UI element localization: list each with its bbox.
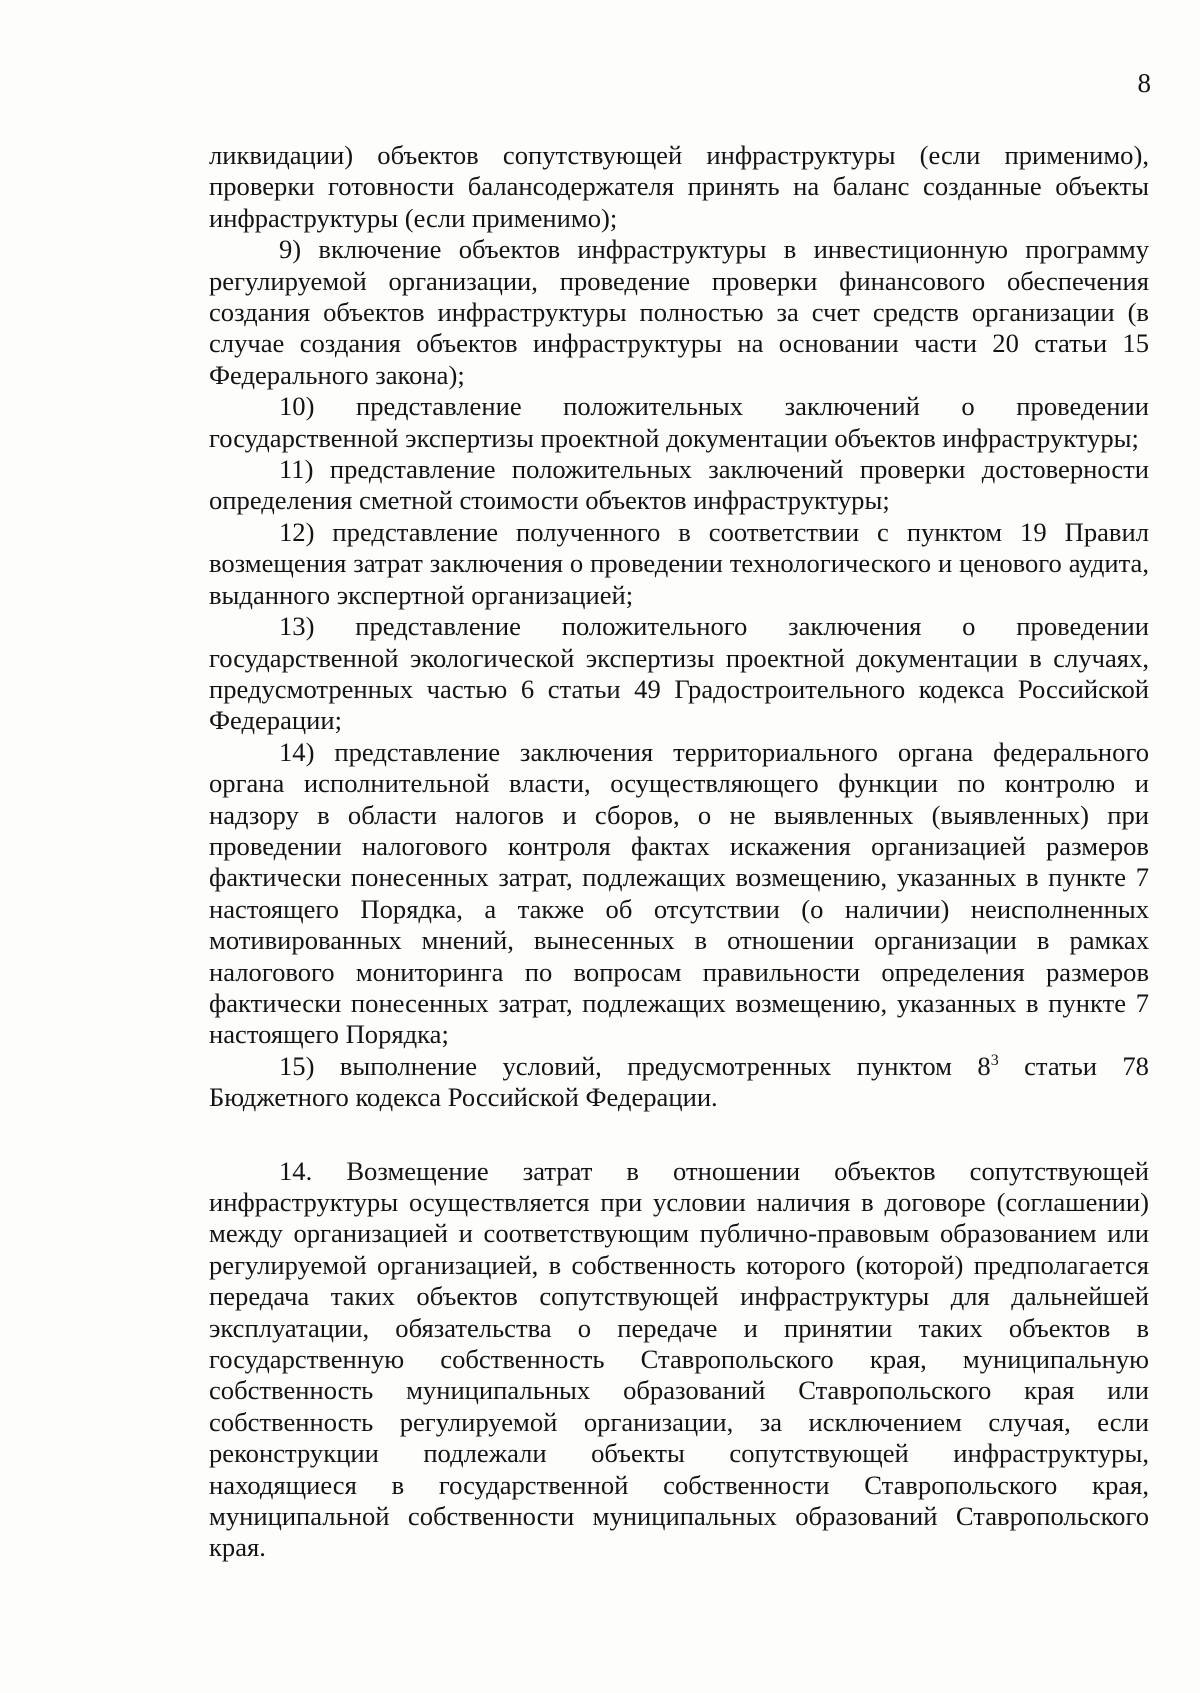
list-item-13: 13) представление положительного заключения о проведении государственной экологической экспертизы проектной документации в случаях, предусмотренных частью 6 статьи 49 Градостроительного кодекса Российской Федерации; (209, 611, 1149, 736)
list-item-15-text-start: 15) выполнение условий, предусмотренных пунктом 8 (279, 1050, 991, 1081)
list-item-14: 14) представление заключения территориального органа федерального органа исполнительной власти, осуществляющего функции по контролю и надзору в области налогов и сборов, о не выявленных (выявленных) при проведении налогового контроля фактах искажения организацией размеров фактически понесенных затрат, подлежащих возмещению, указанных в пункте 7 настоящего Порядка, а также об отсутствии (о наличии) неисполненных мотивированных мнений, вынесенных в отношении организации в рамках налогового мониторинга по вопросам правильности определения размеров фактически понесенных затрат, подлежащих возмещению, указанных в пункте 7 настоящего Порядка; (209, 736, 1149, 1050)
list-item-9: 9) включение объектов инфраструктуры в инвестиционную программу регулируемой организации, проведение проверки финансового обеспечения создания объектов инфраструктуры полностью за счет средств организации (в случае создания объектов инфраструктуры на основании части 20 статьи 15 Федерального закона); (209, 234, 1149, 390)
list-item-12: 12) представление полученного в соответствии с пунктом 19 Правил возмещения затрат заключения о проведении технологического и ценового аудита, выданного экспертной организацией; (209, 516, 1149, 610)
document-body (209, 140, 1149, 1564)
page-number: 8 (1137, 68, 1151, 98)
list-item-15 (209, 1051, 1149, 1114)
list-item-11: 11) представление положительных заключений проверки достоверности определения сметной стоимости объектов инфраструктуры; (209, 454, 1149, 516)
superscript: 3 (990, 1051, 999, 1069)
list-item-15-text-end: статьи 78 Бюджетного кодекса Российской Федерации. (209, 1050, 1149, 1113)
list-item-10: 10) представление положительных заключений о проведении государственной экспертизы проектной документации объектов инфраструктуры; (209, 391, 1149, 453)
section-gap (209, 1114, 1149, 1156)
paragraph-continuation: ликвидации) объектов сопутствующей инфраструктуры (если применимо), проверки готовности балансодержателя принять на баланс созданные объекты инфраструктуры (если применимо); (209, 140, 1149, 233)
section-14-paragraph: 14. Возмещение затрат в отношении объектов сопутствующей инфраструктуры осуществляется при условии наличия в договоре (соглашении) между организацией и соответствующим публично-правовым образованием или регулируемой организацией, в собственность которого (которой) предполагается передача таких объектов сопутствующей инфраструктуры для дальнейшей эксплуатации, обязательства о передаче и принятии таких объектов в государственную собственность Ставропольского края, муниципальную собственность муниципальных образований Ставропольского края или собственность регулируемой организации, за исключением случая, если реконструкции подлежали объекты сопутствующей инфраструктуры, находящиеся в государственной собственности Ставропольского края, муниципальной собственности муниципальных образований Ставропольского края. (209, 1155, 1149, 1563)
